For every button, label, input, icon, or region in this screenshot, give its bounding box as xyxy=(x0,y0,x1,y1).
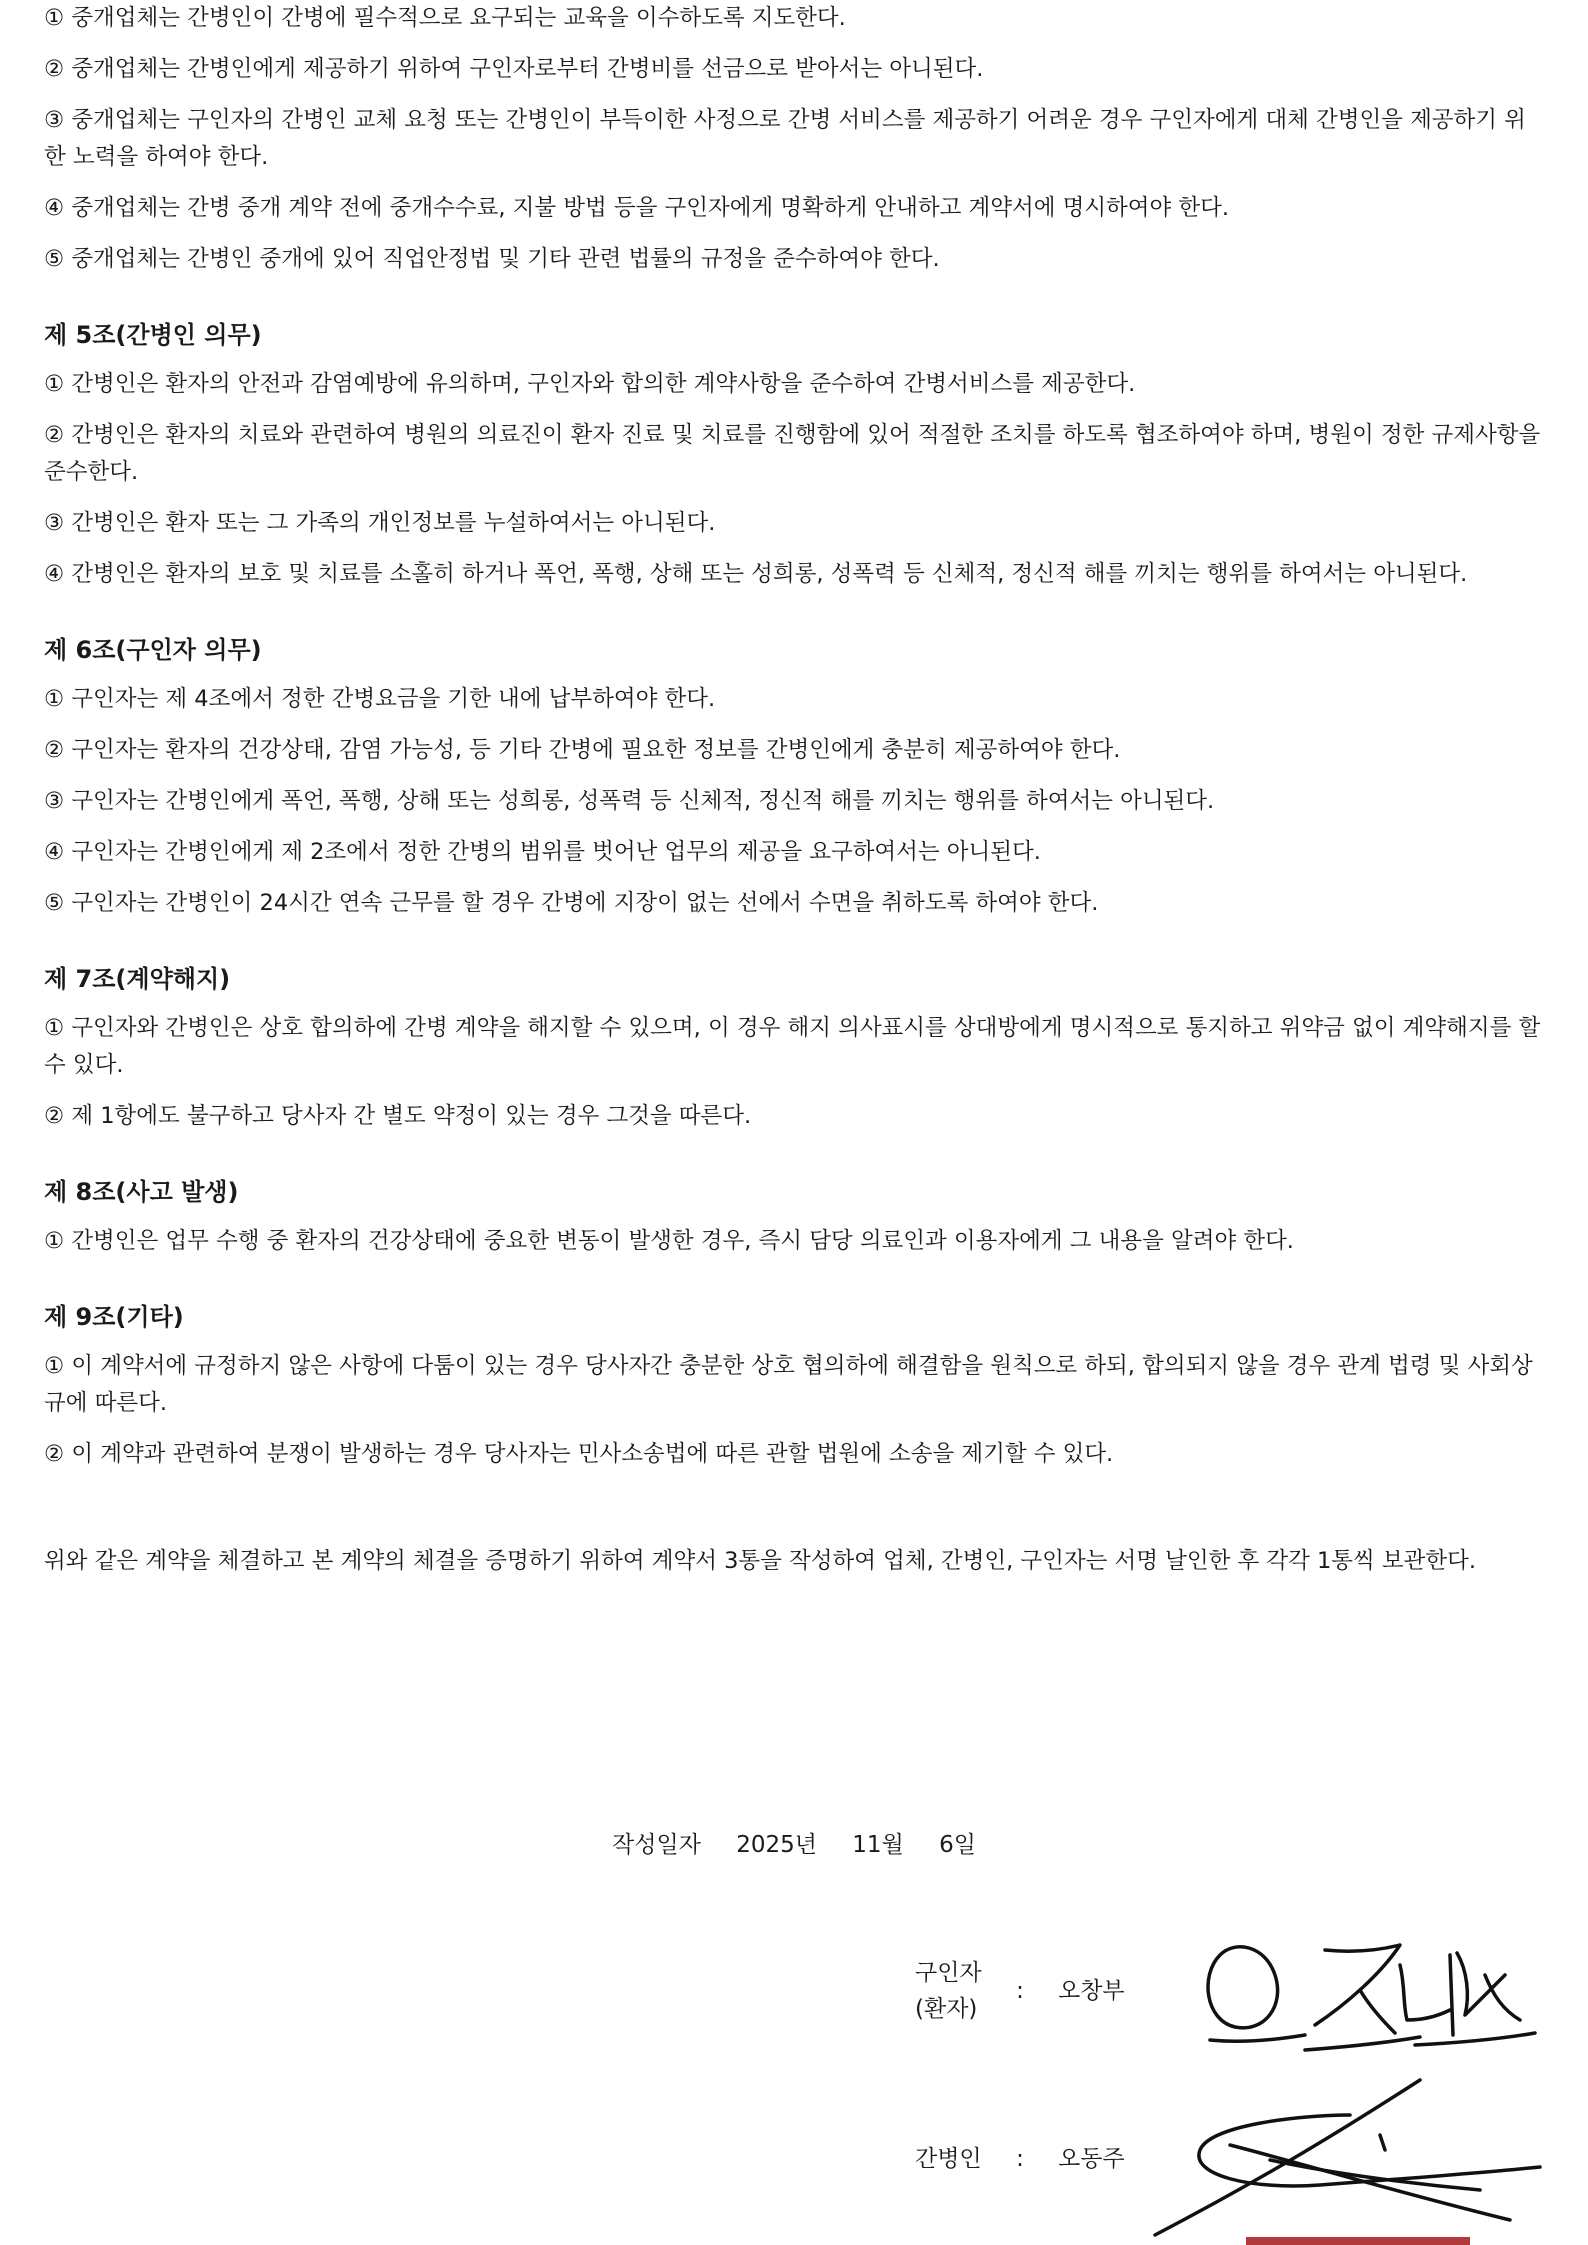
article-6 xyxy=(44,633,1544,922)
closing-statement: 위와 같은 계약을 체결하고 본 계약의 체결을 증명하기 위하여 계약서 3통을 작성하여 업체, 간병인, 구인자는 서명 날인한 후 각각 1통씩 보관한다. xyxy=(44,1548,1477,1574)
article-5 xyxy=(44,318,1544,593)
stamp-edge xyxy=(1246,2237,1470,2245)
article-title: 제 5조(간병인 의무) xyxy=(44,321,262,349)
client-role xyxy=(915,1955,1000,2027)
date-day: 6일 xyxy=(939,1832,976,1858)
client-signer-row xyxy=(915,1955,1125,2027)
clause-item: ② 구인자는 환자의 건강상태, 감염 가능성, 등 기타 간병에 필요한 정보를 간병인에게 충분히 제공하여야 한다. xyxy=(44,737,1121,763)
caregiver-role: 간병인 xyxy=(915,2145,982,2172)
clause-item: ③ 중개업체는 구인자의 간병인 교체 요청 또는 간병인이 부득이한 사정으로 간병 서비스를 제공하기 어려운 경우 구인자에게 대체 간병인을 제공하기 위한 노력을 하여야 한다. xyxy=(44,107,1526,170)
article-7 xyxy=(44,962,1544,1135)
article-9 xyxy=(44,1300,1544,1473)
article-title: 제 6조(구인자 의무) xyxy=(44,636,262,664)
date-line xyxy=(0,1828,1588,1862)
date-year: 2025년 xyxy=(736,1832,817,1858)
client-role-line1: 구인자 xyxy=(915,1960,982,1986)
clause-item: ② 중개업체는 간병인에게 제공하기 위하여 구인자로부터 간병비를 선금으로 받아서는 아니된다. xyxy=(44,56,984,82)
article-title: 제 7조(계약해지) xyxy=(44,965,231,993)
clause-item: ⑤ 구인자는 간병인이 24시간 연속 근무를 할 경우 간병에 지장이 없는 선에서 수면을 취하도록 하여야 한다. xyxy=(44,890,1099,916)
client-colon: : xyxy=(1016,1978,1024,2004)
clause-item: ② 제 1항에도 불구하고 당사자 간 별도 약정이 있는 경우 그것을 따른다. xyxy=(44,1103,752,1129)
date-month: 11월 xyxy=(852,1832,904,1858)
clause-item: ⑤ 중개업체는 간병인 중개에 있어 직업안정법 및 기타 관련 법률의 규정을 준수하여야 한다. xyxy=(44,246,940,272)
contract-document xyxy=(44,0,1544,1594)
caregiver-signature xyxy=(1150,2075,1570,2245)
article-title: 제 8조(사고 발생) xyxy=(44,1178,239,1206)
client-name: 오창부 xyxy=(1058,1978,1125,2004)
clause-item: ① 구인자는 제 4조에서 정한 간병요금을 기한 내에 납부하여야 한다. xyxy=(44,686,716,712)
clause-item: ④ 중개업체는 간병 중개 계약 전에 중개수수료, 지불 방법 등을 구인자에게 명확하게 안내하고 계약서에 명시하여야 한다. xyxy=(44,195,1230,221)
intro-clauses xyxy=(44,0,1544,278)
clause-item: ② 간병인은 환자의 치료와 관련하여 병원의 의료진이 환자 진료 및 치료를 진행함에 있어 적절한 조치를 하도록 협조하여야 하며, 병원이 정한 규제사항을 준수한다. xyxy=(44,422,1541,485)
clause-item: ① 간병인은 환자의 안전과 감염예방에 유의하며, 구인자와 합의한 계약사항을 준수하여 간병서비스를 제공한다. xyxy=(44,371,1136,397)
article-8 xyxy=(44,1175,1544,1260)
clause-item: ④ 구인자는 간병인에게 제 2조에서 정한 간병의 범위를 벗어난 업무의 제공을 요구하여서는 아니된다. xyxy=(44,839,1041,865)
clause-item: ① 이 계약서에 규정하지 않은 사항에 다툼이 있는 경우 당사자간 충분한 상호 협의하에 해결함을 원칙으로 하되, 합의되지 않을 경우 관계 법령 및 사회상규에 따른다. xyxy=(44,1353,1533,1416)
clause-item: ① 구인자와 간병인은 상호 합의하에 간병 계약을 해지할 수 있으며, 이 경우 해지 의사표시를 상대방에게 명시적으로 통지하고 위약금 없이 계약해지를 할 수 있다. xyxy=(44,1015,1541,1078)
caregiver-signer-row xyxy=(915,2140,1125,2177)
article-title: 제 9조(기타) xyxy=(44,1303,184,1331)
client-role-line2: (환자) xyxy=(915,1996,978,2022)
clause-item: ① 간병인은 업무 수행 중 환자의 건강상태에 중요한 변동이 발생한 경우, 즉시 담당 의료인과 이용자에게 그 내용을 알려야 한다. xyxy=(44,1228,1294,1254)
clause-item: ③ 구인자는 간병인에게 폭언, 폭행, 상해 또는 성희롱, 성폭력 등 신체적, 정신적 해를 끼치는 행위를 하여서는 아니된다. xyxy=(44,788,1215,814)
clause-item: ① 중개업체는 간병인이 간병에 필수적으로 요구되는 교육을 이수하도록 지도한다. xyxy=(44,5,846,31)
clause-item: ③ 간병인은 환자 또는 그 가족의 개인정보를 누설하여서는 아니된다. xyxy=(44,510,716,536)
caregiver-name: 오동주 xyxy=(1058,2145,1125,2172)
clause-item: ② 이 계약과 관련하여 분쟁이 발생하는 경우 당사자는 민사소송법에 따른 관할 법원에 소송을 제기할 수 있다. xyxy=(44,1441,1114,1467)
date-label: 작성일자 xyxy=(612,1832,701,1858)
clause-item: ④ 간병인은 환자의 보호 및 치료를 소홀히 하거나 폭언, 폭행, 상해 또는 성희롱, 성폭력 등 신체적, 정신적 해를 끼치는 행위를 하여서는 아니된다. xyxy=(44,561,1468,587)
caregiver-colon: : xyxy=(1016,2145,1024,2172)
